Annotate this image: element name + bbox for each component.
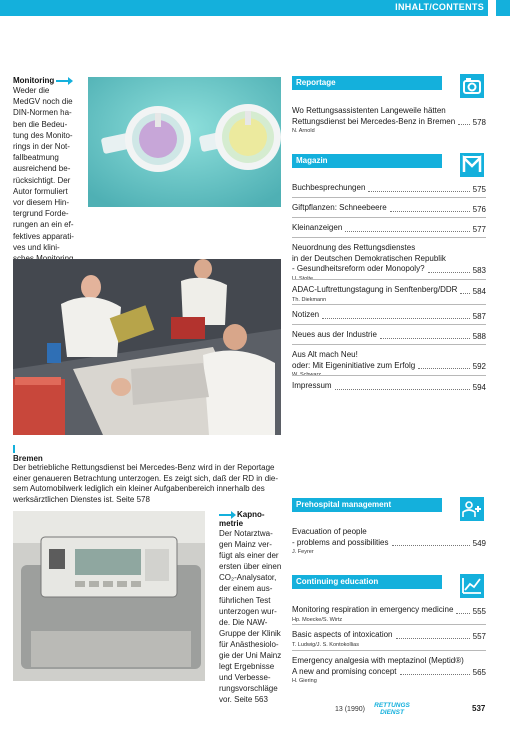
header-tab xyxy=(488,0,496,16)
toc-page-number: 555 xyxy=(472,606,486,616)
camera-icon xyxy=(460,74,484,98)
section-label: INHALT/CONTENTS xyxy=(395,2,484,12)
toc-entry-title: A new and promising concept xyxy=(292,666,397,676)
m-logo-icon xyxy=(460,153,484,177)
toc-entry[interactable] xyxy=(292,381,486,392)
leader-dots xyxy=(460,293,469,294)
monitoring-title: Monitoring xyxy=(13,76,89,85)
kapnometrie-photo-art xyxy=(13,511,205,681)
kapnometrie-photo xyxy=(13,511,205,681)
leader-dots xyxy=(396,638,470,639)
text-line: rücksichtigt. Der xyxy=(13,175,71,185)
toc-author: N. Arnold xyxy=(292,128,315,134)
toc-page-number: 576 xyxy=(472,204,486,214)
text-line: unterzogen wur- xyxy=(219,606,277,616)
toc-entry-title: Emergency analgesia with meptazinol (Meptid®) xyxy=(292,656,464,665)
toc-entry-title: Impressum xyxy=(292,381,332,390)
text-line: vor diesem Hin- xyxy=(13,198,70,208)
leader-dots xyxy=(322,318,470,319)
toc-entry-title: Buchbesprechungen xyxy=(292,183,366,192)
leader-dots xyxy=(456,613,469,614)
leader-dots xyxy=(368,191,469,192)
toc-page-number: 578 xyxy=(472,118,486,127)
text-line: Weder die xyxy=(13,86,50,95)
text-line: Gruppe der Klinik xyxy=(219,628,281,638)
toc-entry-title: Notizen xyxy=(292,310,320,319)
divider xyxy=(292,324,486,325)
toc-entry-title: in der Deutschen Demokratischen Republik xyxy=(292,253,446,263)
prehospital-header: Prehospital management xyxy=(292,498,442,512)
bremen-body xyxy=(13,463,288,505)
divider xyxy=(292,624,486,625)
reportage-header: Reportage xyxy=(292,76,442,90)
leader-dots xyxy=(390,211,470,212)
toc-page-number: 583 xyxy=(472,265,486,275)
bremen-teaser xyxy=(13,445,288,505)
toc-entry-title: Aus Alt mach Neu! xyxy=(292,350,358,359)
text-line: rungsvorschläge xyxy=(219,684,278,694)
toc-entry[interactable] xyxy=(292,106,486,134)
magazin-header: Magazin xyxy=(292,154,442,168)
leader-dots xyxy=(400,674,470,675)
monitoring-photo-art xyxy=(88,77,281,207)
text-line: MedGV noch die xyxy=(13,97,73,107)
kapnometrie-body xyxy=(219,528,291,706)
toc-entry-title: - Gesundheitsreform oder Monopoly? xyxy=(292,264,425,273)
divider xyxy=(292,237,486,238)
toc-entry-title: ADAC-Luftrettungstagung in Senftenberg/DDR xyxy=(292,285,458,294)
text-line: Der Notarztwa- xyxy=(219,529,273,538)
bremen-photo xyxy=(13,259,281,435)
kapnometrie-title: Kapno- metrie xyxy=(219,510,265,528)
divider xyxy=(292,217,486,218)
toc-entry-title: Neues aus der Industrie xyxy=(292,330,377,339)
text-line: tergrund Forde- xyxy=(13,209,69,219)
toc-entry-title: oder: Mit Eigeninitiative zum Erfolg xyxy=(292,360,416,370)
patient-care-icon xyxy=(460,497,484,521)
divider xyxy=(292,344,486,345)
toc-entry-title: Evacuation of people xyxy=(292,527,367,536)
toc-entry-title: Wo Rettungsassistenten Langeweile hätten xyxy=(292,106,446,115)
toc-entry[interactable] xyxy=(292,183,486,194)
toc-entry[interactable] xyxy=(292,656,486,684)
text-line: für Anästhesiolo- xyxy=(219,639,279,649)
toc-author: T. Ludwig/J. S. Kontokollias xyxy=(292,641,359,648)
divider xyxy=(292,650,486,651)
toc-entry[interactable] xyxy=(292,223,486,234)
leader-dots xyxy=(380,338,470,339)
text-line: Der betriebliche Rettungsdienst bei Mercedes-Benz wird in der Reportage xyxy=(13,463,275,472)
toc-page-number: 584 xyxy=(472,286,486,296)
text-line: Autor formuliert xyxy=(13,186,68,196)
divider xyxy=(292,304,486,305)
chart-ruler-icon xyxy=(460,574,484,598)
toc-entry[interactable] xyxy=(292,243,486,282)
text-line: führlichen Test xyxy=(219,595,271,605)
toc-page-number: 549 xyxy=(472,539,486,548)
text-line: de. Die NAW- xyxy=(219,617,268,627)
continuing-header: Continuing education xyxy=(292,575,442,589)
toc-entry[interactable] xyxy=(292,330,486,341)
text-line: einer genaueren Betrachtung unterzogen. Es zeigt sich, daß der RD in die- xyxy=(13,473,279,483)
toc-entry[interactable] xyxy=(292,285,486,303)
toc-entry-title: Rettungsdienst bei Mercedes-Benz in Bremen xyxy=(292,116,456,126)
text-line: fügt als einer der xyxy=(219,551,279,561)
leader-dots xyxy=(458,124,469,125)
text-line: CO₂-Analysator, xyxy=(219,573,277,583)
bremen-photo-art xyxy=(13,259,281,435)
text-line: tung des Monito- xyxy=(13,130,73,140)
toc-entry[interactable] xyxy=(292,203,486,214)
monitoring-photo xyxy=(88,77,281,207)
text-line: gen Mainz ver- xyxy=(219,540,272,550)
toc-page-number: 594 xyxy=(472,382,486,392)
text-line: sem Automobilwerk lediglich ein kleiner Aufgabenbereich innerhalb des xyxy=(13,484,265,494)
toc-entry[interactable] xyxy=(292,605,486,623)
arrow-icon xyxy=(219,514,233,516)
toc-entry-title: Kleinanzeigen xyxy=(292,223,343,232)
page-number: 537 xyxy=(472,704,486,713)
text-line: DIN-Normen ha- xyxy=(13,108,72,118)
text-line: ves und klini- xyxy=(13,242,60,252)
text-line: werksärztlichen Dienstes ist. Seite 578 xyxy=(13,494,150,504)
bremen-marker xyxy=(13,445,15,453)
toc-entry[interactable] xyxy=(292,527,486,555)
toc-entry[interactable] xyxy=(292,630,486,648)
toc-page-number: 557 xyxy=(472,631,486,641)
toc-entry-title: - problems and possibilities xyxy=(292,537,389,547)
leader-dots xyxy=(392,545,470,546)
toc-entry-title: Basic aspects of intoxication xyxy=(292,630,393,639)
toc-page-number: 565 xyxy=(472,668,486,677)
text-line: ben die Bedeu- xyxy=(13,119,68,129)
text-line: ausreichend be- xyxy=(13,164,71,174)
toc-author: U. Stolte xyxy=(292,275,314,282)
text-line: fallbeatmung xyxy=(13,153,59,163)
toc-author: W. Schwarz xyxy=(292,372,322,378)
leader-dots xyxy=(418,368,469,369)
toc-author: H. Giering xyxy=(292,678,317,684)
journal-logo: RETTUNGS DIENST xyxy=(374,702,410,716)
toc-author: Th. Diekmann xyxy=(292,296,327,303)
toc-entry-title: Giftpflanzen: Schneebeere xyxy=(292,203,387,212)
divider xyxy=(292,375,486,376)
issue-number: 13 (1990) xyxy=(335,706,365,713)
toc-entry-title: Monitoring respiration in emergency medicine xyxy=(292,605,454,614)
toc-entry[interactable] xyxy=(292,350,486,378)
divider xyxy=(292,279,486,280)
toc-page-number: 577 xyxy=(472,224,486,234)
text-line: rungen an ein ef- xyxy=(13,220,74,230)
text-line: vor. Seite 563 xyxy=(219,695,268,705)
toc-author: Hp. Moecke/S. Wirtz xyxy=(292,616,343,623)
toc-entry[interactable] xyxy=(292,310,486,321)
kapnometrie-teaser xyxy=(219,510,291,706)
arrow-icon xyxy=(56,80,70,82)
monitoring-teaser xyxy=(13,76,89,275)
toc-page-number: 587 xyxy=(472,311,486,321)
divider xyxy=(292,197,486,198)
toc-author: J. Feyrer xyxy=(292,549,314,555)
text-line: rings in der Not- xyxy=(13,142,70,152)
text-line: ersten über einen xyxy=(219,562,282,572)
toc-page-number: 575 xyxy=(472,184,486,194)
monitoring-body xyxy=(13,85,89,275)
leader-dots xyxy=(345,231,469,232)
text-line: der einem aus- xyxy=(219,584,273,594)
text-line: und Verbesse- xyxy=(219,673,271,683)
leader-dots xyxy=(335,389,470,390)
leader-dots xyxy=(428,272,470,273)
toc-page-number: 592 xyxy=(472,362,486,371)
toc-page-number: 588 xyxy=(472,331,486,341)
bremen-title: Bremen xyxy=(13,454,43,463)
text-line: legt Ergebnisse xyxy=(219,662,275,672)
text-line: gie der Uni Mainz xyxy=(219,651,282,661)
toc-entry-title: Neuordnung des Rettungsdienstes xyxy=(292,243,416,252)
text-line: fektives apparati- xyxy=(13,231,74,241)
